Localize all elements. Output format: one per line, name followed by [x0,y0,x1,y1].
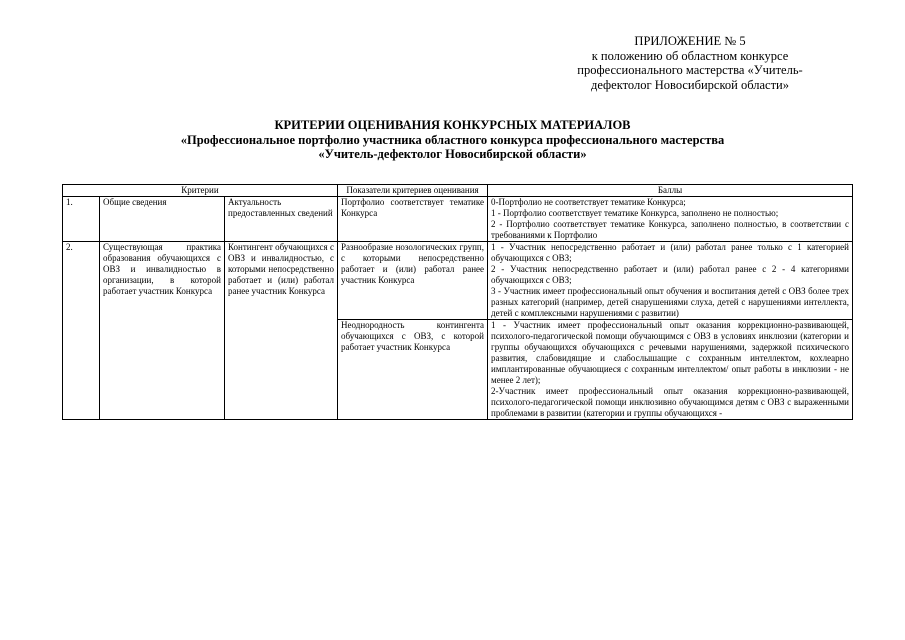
criterion-cell: Общие сведения [100,197,225,242]
points-item: 2 - Портфолио соответствует тематике Конкурса, заполнено полностью, в соответствии с требованиями к Портфолио [491,219,849,240]
table-header-row [63,185,853,197]
points-item: 1 - Участник непосредственно работает и (или) работал ранее только с 1 категорией обучающихся с ОВЗ; [491,242,849,263]
points-item: 1 - Участник имеет профессиональный опыт оказания коррекционно-развивающей, психолого-педагогической помощи обучающимся с ОВЗ в условиях инклюзии (категории и группы обучающихся обучающихся с речевыми нарушениями, задержкой психического развития, слабовидящие и слабослышащие с сохранным интеллектом, кохлеарно имплантированные обучающиеся с сохранным интеллектом/ опыт работы в инклюзии - не менее 2 лет); [491,320,849,385]
points-cell [488,197,853,242]
points-item: 1 - Портфолио соответствует тематике Конкурса, заполнено не полностью; [491,208,779,218]
appendix-line: к положению об областном конкурсе [591,48,789,63]
subcriterion-cell: Контингент обучающихся с ОВЗ и инвалидностью, с которыми непосредственно работает и (или) работал ранее участник Конкурса [225,242,338,420]
criteria-table [62,184,853,420]
points-item: 2-Участник имеет профессиональный опыт оказания коррекционно-развивающей, психолого-педагогической помощи инклюзивно обучающимся детям с ОВЗ с выраженными проблемами в развитии (категории и группы обучающихся - [491,386,849,418]
appendix-line: профессионального мастерства «Учитель- [577,63,803,77]
appendix-line: дефектолог Новосибирской области» [590,77,790,92]
appendix-title: ПРИЛОЖЕНИЕ № 5 [634,34,746,48]
points-item: 0-Портфолио не соответствует тематике Конкурса; [491,197,686,207]
heading-line: «Учитель-дефектолог Новосибирской области» [318,147,587,161]
subcriterion-cell: Актуальность предоставленных сведений [225,197,338,242]
appendix-block [560,34,820,92]
indicator-cell: Разнообразие нозологических групп, с которыми непосредственно работает и (или) работал ранее участник Конкурса [338,242,488,320]
header-criteria: Критерии [63,185,338,197]
heading-line: КРИТЕРИИ ОЦЕНИВАНИЯ КОНКУРСНЫХ МАТЕРИАЛОВ [274,118,631,132]
indicator-cell: Неоднородность контингента обучающихся с ОВЗ, с которой работает участник Конкурса [338,320,488,420]
document-heading [0,118,905,162]
points-item: 3 - Участник имеет профессиональный опыт обучения и воспитания детей с ОВЗ более трех разных категорий (например, детей снарушениями слуха, детей с нарушениями интеллекта, детей с комплексными нарушениями с развитии) [491,286,849,318]
points-cell [488,242,853,320]
points-item: 2 - Участник непосредственно работает и (или) работал ранее с 2 - 4 категориями обучающихся с ОВЗ; [491,264,849,285]
table-row [63,197,853,242]
criterion-cell: Существующая практика образования обучающихся с ОВЗ и инвалидностью в организации, в которой работает участник Конкурса [100,242,225,420]
points-cell [488,320,853,420]
row-number: 1. [63,197,100,242]
row-number: 2. [63,242,100,420]
heading-line: «Профессиональное портфолио участника областного конкурса профессионального мастерства [180,132,725,147]
indicator-cell: Портфолио соответствует тематике Конкурса [338,197,488,242]
table-row [63,242,853,320]
header-indicators: Показатели критериев оценивания [338,185,488,197]
header-points: Баллы [488,185,853,197]
